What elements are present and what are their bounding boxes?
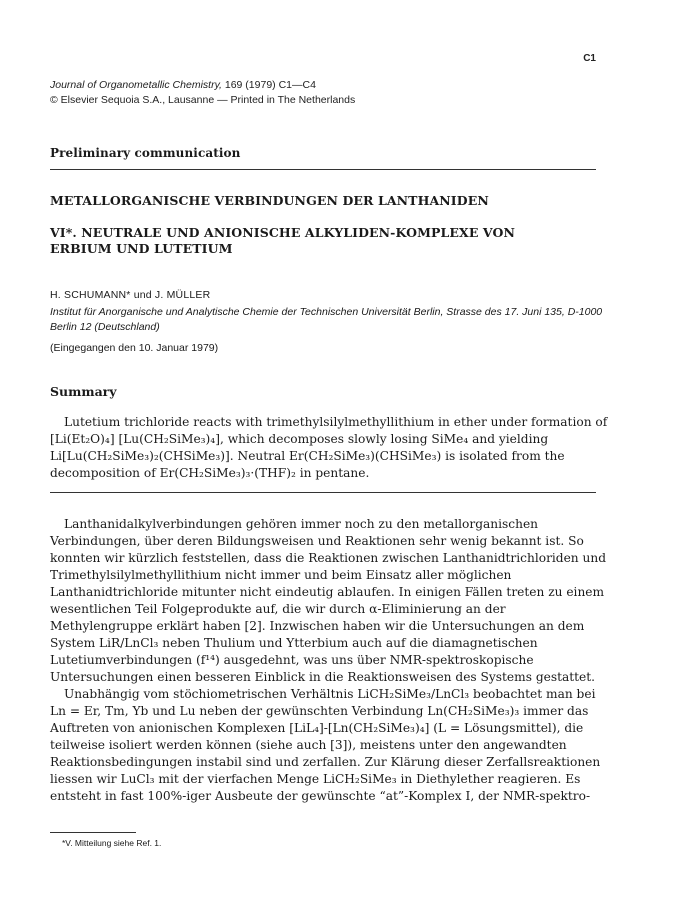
footnote: *V. Mitteilung siehe Ref. 1. xyxy=(62,838,162,848)
institute: Institut für Anorganische und Analytische Chemie der Technischen Universität Berlin, Strasse des 17. Juni 135, D-1000 Berlin 12 (Deutschland) xyxy=(50,306,603,333)
publisher-line: © Elsevier Sequoia S.A., Lausanne — Printed in The Netherlands xyxy=(50,94,356,106)
journal-header xyxy=(50,78,610,108)
body-paragraph: Lanthanidalkylverbindungen gehören immer noch zu den metallorganischen Verbindungen, über deren Bildungsweisen und Reaktionen sehr wenig bekannt ist. So konnten wir kürzlich feststellen, dass die Reaktionen zwischen Lanthanidtrichloriden und Trimethylsilylmethyllithium nicht immer und beim Einsatz aller möglichen Lanthanidtrichloride mitunter nicht eindeutig ablaufen. In einigen Fällen treten zu einem wesentlichen Teil Folgeprodukte auf, die wir durch α-Eliminierung an der Methylengruppe erklärt haben [2]. Inzwischen haben wir die Untersuchungen an dem System LiR/LnCl₃ neben Thulium und Ytterbium auch auf die diamagnetischen Lutetiumverbindungen (f¹⁴) ausgedehnt, was uns über NMR-spektroskopische Untersuchungen einen besseren Einblick in die Reaktionsweisen des Systems gestattet. xyxy=(50,517,607,684)
journal-name: Journal of Organometallic Chemistry, xyxy=(50,79,222,91)
article-body xyxy=(50,516,610,805)
summary-text: Lutetium trichloride reacts with trimethylsilylmethyllithium in ether under formation of [Li(Et₂O)₄] [Lu(CH₂SiMe₃)₄], which decomposes slowly losing SiMe₄ and yielding Li[Lu(CH₂SiMe₃)₂(CHSiMe₃)]. Neutral Er(CH₂SiMe₃)(CHSiMe₃) is isolated from the decomposition of Er(CH₂SiMe₃)₃·(THF)₂ in pentane. xyxy=(50,415,608,480)
summary-heading: Summary xyxy=(50,384,117,399)
authors: H. SCHUMANN* und J. MÜLLER xyxy=(50,289,211,301)
footnote-rule xyxy=(50,832,136,833)
journal-volume: 169 (1979) C1—C4 xyxy=(221,79,316,91)
article-type: Preliminary communication xyxy=(50,146,241,160)
body-paragraph: Unabhängig vom stöchiometrischen Verhältnis LiCH₂SiMe₃/LnCl₃ beobachtet man bei Ln = Er, Tm, Yb und Lu neben der gewünschten Verbindung Ln(CH₂SiMe₃)₃ immer das Auftreten von anionischen Komplexen [LiL₄]-[Ln(CH₂SiMe₃)₄] (L = Lösungsmittel), die teilweise isoliert werden können (siehe auch [3]), meistens unter den angewandten Reaktionsbedingungen instabil sind und zerfallen. Zur Klärung dieser Zerfallsreaktionen liessen wir LuCl₃ mit der vierfachen Menge LiCH₂SiMe₃ in Diethylether reagieren. Es entsteht in fast 100%-iger Ausbeute der gewünschte “at”-Komplex I, der NMR-spektro- xyxy=(50,687,601,803)
article-title: VI*. NEUTRALE UND ANIONISCHE ALKYLIDEN-KOMPLEXE VON ERBIUM UND LUTETIUM xyxy=(50,225,516,256)
received-date: (Eingegangen den 10. Januar 1979) xyxy=(50,342,219,354)
series-title: METALLORGANISCHE VERBINDUNGEN DER LANTHANIDEN xyxy=(50,193,489,208)
summary-rule xyxy=(50,492,596,493)
page-number: C1 xyxy=(583,53,596,64)
header-rule xyxy=(50,169,596,170)
journal-citation xyxy=(50,78,610,93)
